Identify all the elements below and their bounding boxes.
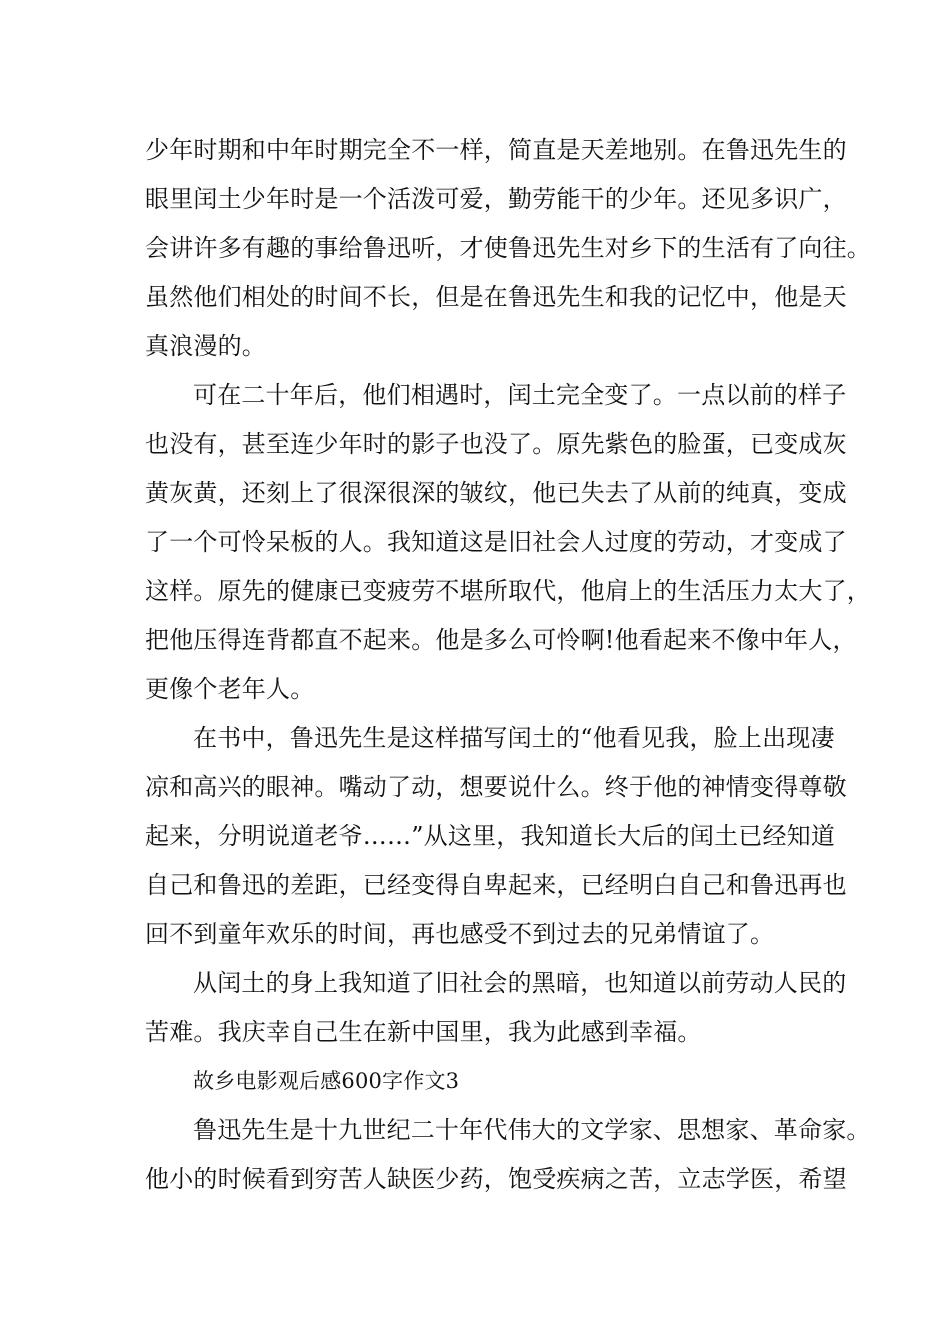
text-line: 他小的时候看到穷苦人缺医少药，饱受疾病之苦，立志学医，希望	[145, 1165, 847, 1193]
text-line: 黄灰黄，还刻上了很深很深的皱纹，他已失去了从前的纯真，变成	[145, 479, 847, 507]
text-line: 会讲许多有趣的事给鲁迅听，才使鲁迅先生对乡下的生活有了向往。	[145, 234, 871, 262]
section-heading: 故乡电影观后感600字作文3	[193, 1069, 460, 1093]
text-line: 眼里闰土少年时是一个活泼可爱，勤劳能干的少年。还见多识广，	[145, 185, 847, 213]
text-line: 少年时期和中年时期完全不一样，简直是天差地别。在鲁迅先生的	[145, 136, 847, 164]
text-line: 起来，分明说道老爷……”从这里，我知道长大后的闰土已经知道	[145, 822, 836, 850]
text-line: 回不到童年欢乐的时间，再也感受不到过去的兄弟情谊了。	[145, 920, 775, 948]
text-line: 这样。原先的健康已变疲劳不堪所取代，他肩上的生活压力太大了，	[145, 577, 871, 605]
text-line: 鲁迅先生是十九世纪二十年代伟大的文学家、思想家、革命家。	[193, 1116, 871, 1144]
text-line: 自己和鲁迅的差距，已经变得自卑起来，已经明白自己和鲁迅再也	[145, 871, 847, 899]
document-body	[145, 126, 871, 1204]
text-line: 虽然他们相处的时间不长，但是在鲁迅先生和我的记忆中，他是天	[145, 283, 847, 311]
text-line: 可在二十年后，他们相遇时，闰土完全变了。一点以前的样子	[193, 381, 847, 409]
text-line: 凉和高兴的眼神。嘴动了动，想要说什么。终于他的神情变得尊敬	[145, 773, 847, 801]
text-line: 苦难。我庆幸自己生在新中国里，我为此感到幸福。	[145, 1018, 702, 1046]
text-line: 在书中，鲁迅先生是这样描写闰土的“他看见我，脸上出现凄	[193, 724, 835, 752]
text-line: 把他压得连背都直不起来。他是多么可怜啊!他看起来不像中年人，	[145, 626, 857, 654]
text-line: 了一个可怜呆板的人。我知道这是旧社会人过度的劳动，才变成了	[145, 528, 847, 556]
text-line: 从闰土的身上我知道了旧社会的黑暗，也知道以前劳动人民的	[193, 969, 847, 997]
text-line: 也没有，甚至连少年时的影子也没了。原先紫色的脸蛋，已变成灰	[145, 430, 847, 458]
text-line: 真浪漫的。	[145, 332, 266, 360]
text-line: 更像个老年人。	[145, 675, 315, 703]
